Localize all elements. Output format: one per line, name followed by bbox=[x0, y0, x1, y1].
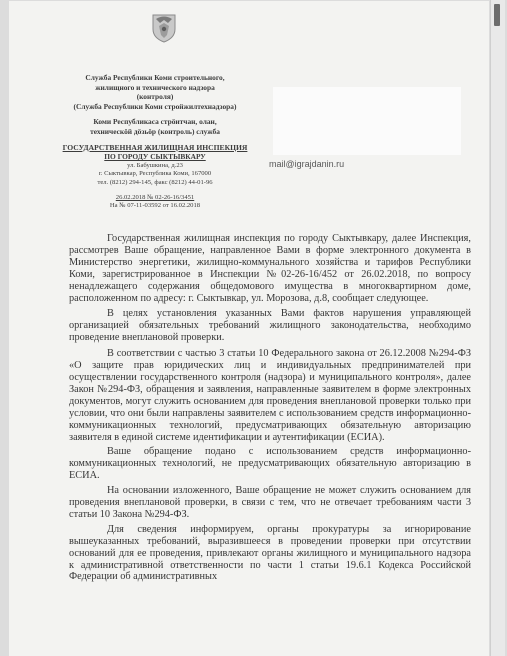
letter-body bbox=[69, 233, 471, 586]
body-paragraph: Для сведения информируем, органы прокуратуры за игнорирование вышеуказанных требований, выразившееся в проведении проверки при отсутствии оснований для ее проведения, привлекают органы жилищного и муниципального надзора к административной ответственности по части 1 статьи 19.6.1 Кодекса Российской Федерации об административных bbox=[69, 523, 471, 583]
reference-number: На № 07-11-03592 от 16.02.2018 bbox=[109, 202, 201, 210]
body-paragraph: На основании изложенного, Ваше обращение не может служить основанием для проведения внеплановой проверки, в связи с тем, что не отвечает требованиям части 3 статьи 10 Закона №294-ФЗ. bbox=[69, 485, 471, 520]
scrollbar-thumb[interactable] bbox=[494, 4, 500, 26]
recipient-email: mail@igrajdanin.ru bbox=[269, 159, 345, 169]
inspection-title-1: ГОСУДАРСТВЕННАЯ ЖИЛИЩНАЯ ИНСПЕКЦИЯ bbox=[62, 142, 248, 152]
komi-coat-of-arms-icon bbox=[150, 11, 178, 43]
body-paragraph: Государственная жилищная инспекция по городу Сыктывкару, далее Инспекция, рассмотрев Ваше обращение, направленное Вами в форме электронного документа в Министерство энергетики, жилищно-коммунального хозяйства и тарифов Республики Коми, зарегистрированное в Инспекции №02-26-16/452 от 26.02.2018, по вопросу ненадлежащего содержания общедомового имущества в многоквартирном доме, расположенном по адресу: г. Сыктывкар, ул. Морозова, д.8, сообщает следующее. bbox=[69, 233, 471, 304]
document-page bbox=[9, 1, 489, 656]
sender-address-2: г. Сыктывкар, Республика Коми, 167000 bbox=[98, 170, 212, 178]
sender-address-3: тел. (8212) 294-145, факс (8212) 44-01-96 bbox=[97, 178, 213, 186]
sender-line-1: Служба Республики Коми строительного, bbox=[85, 73, 225, 82]
body-paragraph: В соответствии с частью 3 статьи 10 Федерального закона от 26.12.2008 №294-ФЗ «О защите прав юридических лиц и индивидуальных предпринимателей при осуществлении государственного контроля (надзора) и муниципального контроля», далее Закон №294-ФЗ, обращения и заявления, направленные заявителем в форме электронных документов, могут служить основанием для проведения внеплановой проверки только при условии, что они были направлены заявителем с использованием средств информационно-коммуникационных технологий, предусматривающих обязательную авторизацию заявителя в единой системе идентификации и аутентификации (ЕСИА). bbox=[69, 348, 471, 443]
body-paragraph: Ваше обращение подано с использованием средств информационно-коммуникационных технологий, не предусматривающих обязательную авторизацию в ЕСИА. bbox=[69, 446, 471, 482]
sender-komi-1: Коми Республикаса стрӧитчан, олан, bbox=[93, 117, 217, 127]
registration-number: 26.02.2018 № 02-26-16/3451 bbox=[115, 193, 195, 201]
sender-komi-2: техническӧй дӧзьӧр (контроль) служба bbox=[90, 126, 220, 136]
sender-block bbox=[49, 73, 261, 211]
inspection-title-2: ПО ГОРОДУ СЫКТЫВКАРУ bbox=[104, 152, 206, 162]
sender-address-1: ул. Бабушкина, д.23 bbox=[127, 161, 183, 169]
sender-line-4: (Служба Республики Коми стройжилтехнадзора) bbox=[73, 101, 237, 111]
scrollbar[interactable] bbox=[490, 0, 505, 656]
sender-line-2: жилищного и технического надзора bbox=[95, 82, 215, 92]
redacted-recipient-block bbox=[273, 87, 461, 155]
sender-line-3: (контроля) bbox=[136, 92, 174, 102]
body-paragraph: В целях установления указанных Вами фактов нарушения управляющей организацией обязательных требований жилищного законодательства, необходимо проведение внеплановой проверки. bbox=[69, 308, 471, 344]
